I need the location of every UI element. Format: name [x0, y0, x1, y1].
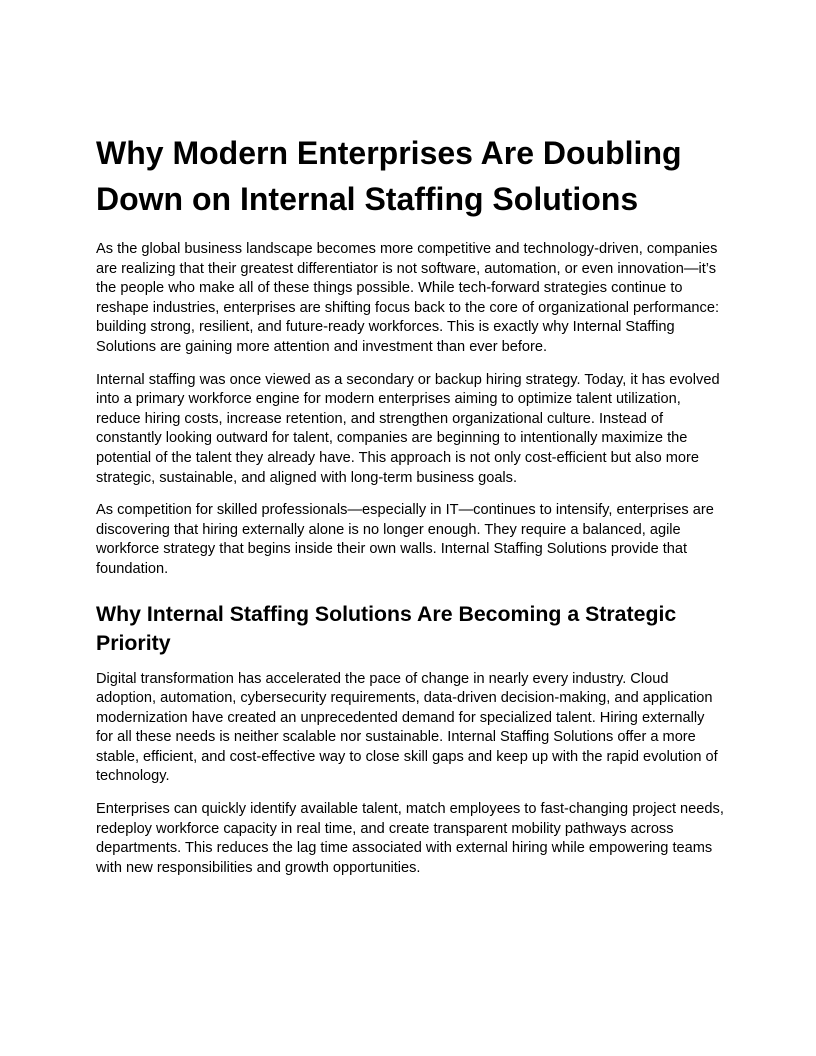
section-paragraph-1: Digital transformation has accelerated the pace of change in nearly every industry. Cloud adoption, automation, cybersecurity requirements, data-driven decision-making, and application modernization have created an unprecedented demand for specialized talent. Hiring externally for all these needs is neither scalable nor sustainable. Internal Staffing Solutions offer a more stable, efficient, and cost-effective way to close skill gaps and keep up with the rapid evolution of technology.: [96, 670, 718, 785]
document-page: [96, 130, 724, 891]
intro-paragraph-2: Internal staffing was once viewed as a secondary or backup hiring strategy. Today, it has evolved into a primary workforce engine for modern enterprises aiming to optimize talent utilization, reduce hiring costs, increase retention, and strengthen organizational culture. Instead of constantly looking outward for talent, companies are beginning to intentionally maximize the potential of the talent they already have. This approach is not only cost-efficient but also more strategic, sustainable, and aligned with long-term business goals.: [96, 371, 720, 486]
section-paragraph-2: Enterprises can quickly identify available talent, match employees to fast-changing project needs, redeploy workforce capacity in real time, and create transparent mobility pathways across departments. This reduces the lag time associated with external hiring while empowering teams with new responsibilities and growth opportunities.: [96, 801, 724, 876]
intro-paragraph-3: As competition for skilled professionals—especially in IT—continues to intensify, enterprises are discovering that hiring externally alone is no longer enough. They require a balanced, agile workforce strategy that begins inside their own walls. Internal Staffing Solutions provide that foundation.: [96, 502, 714, 577]
document-title: Why Modern Enterprises Are Doubling Down on Internal Staffing Solutions: [96, 135, 682, 217]
section-heading: Why Internal Staffing Solutions Are Becoming a Strategic Priority: [96, 601, 677, 655]
intro-paragraph-1: As the global business landscape becomes more competitive and technology-driven, companies are realizing that their greatest differentiator is not software, automation, or even innovation—it’s the people who make all of these things possible. While tech-forward strategies continue to reshape industries, enterprises are shifting focus back to the core of organizational performance: building strong, resilient, and future-ready workforces. This is exactly why Internal Staffing Solutions are gaining more attention and investment than ever before.: [96, 241, 720, 355]
